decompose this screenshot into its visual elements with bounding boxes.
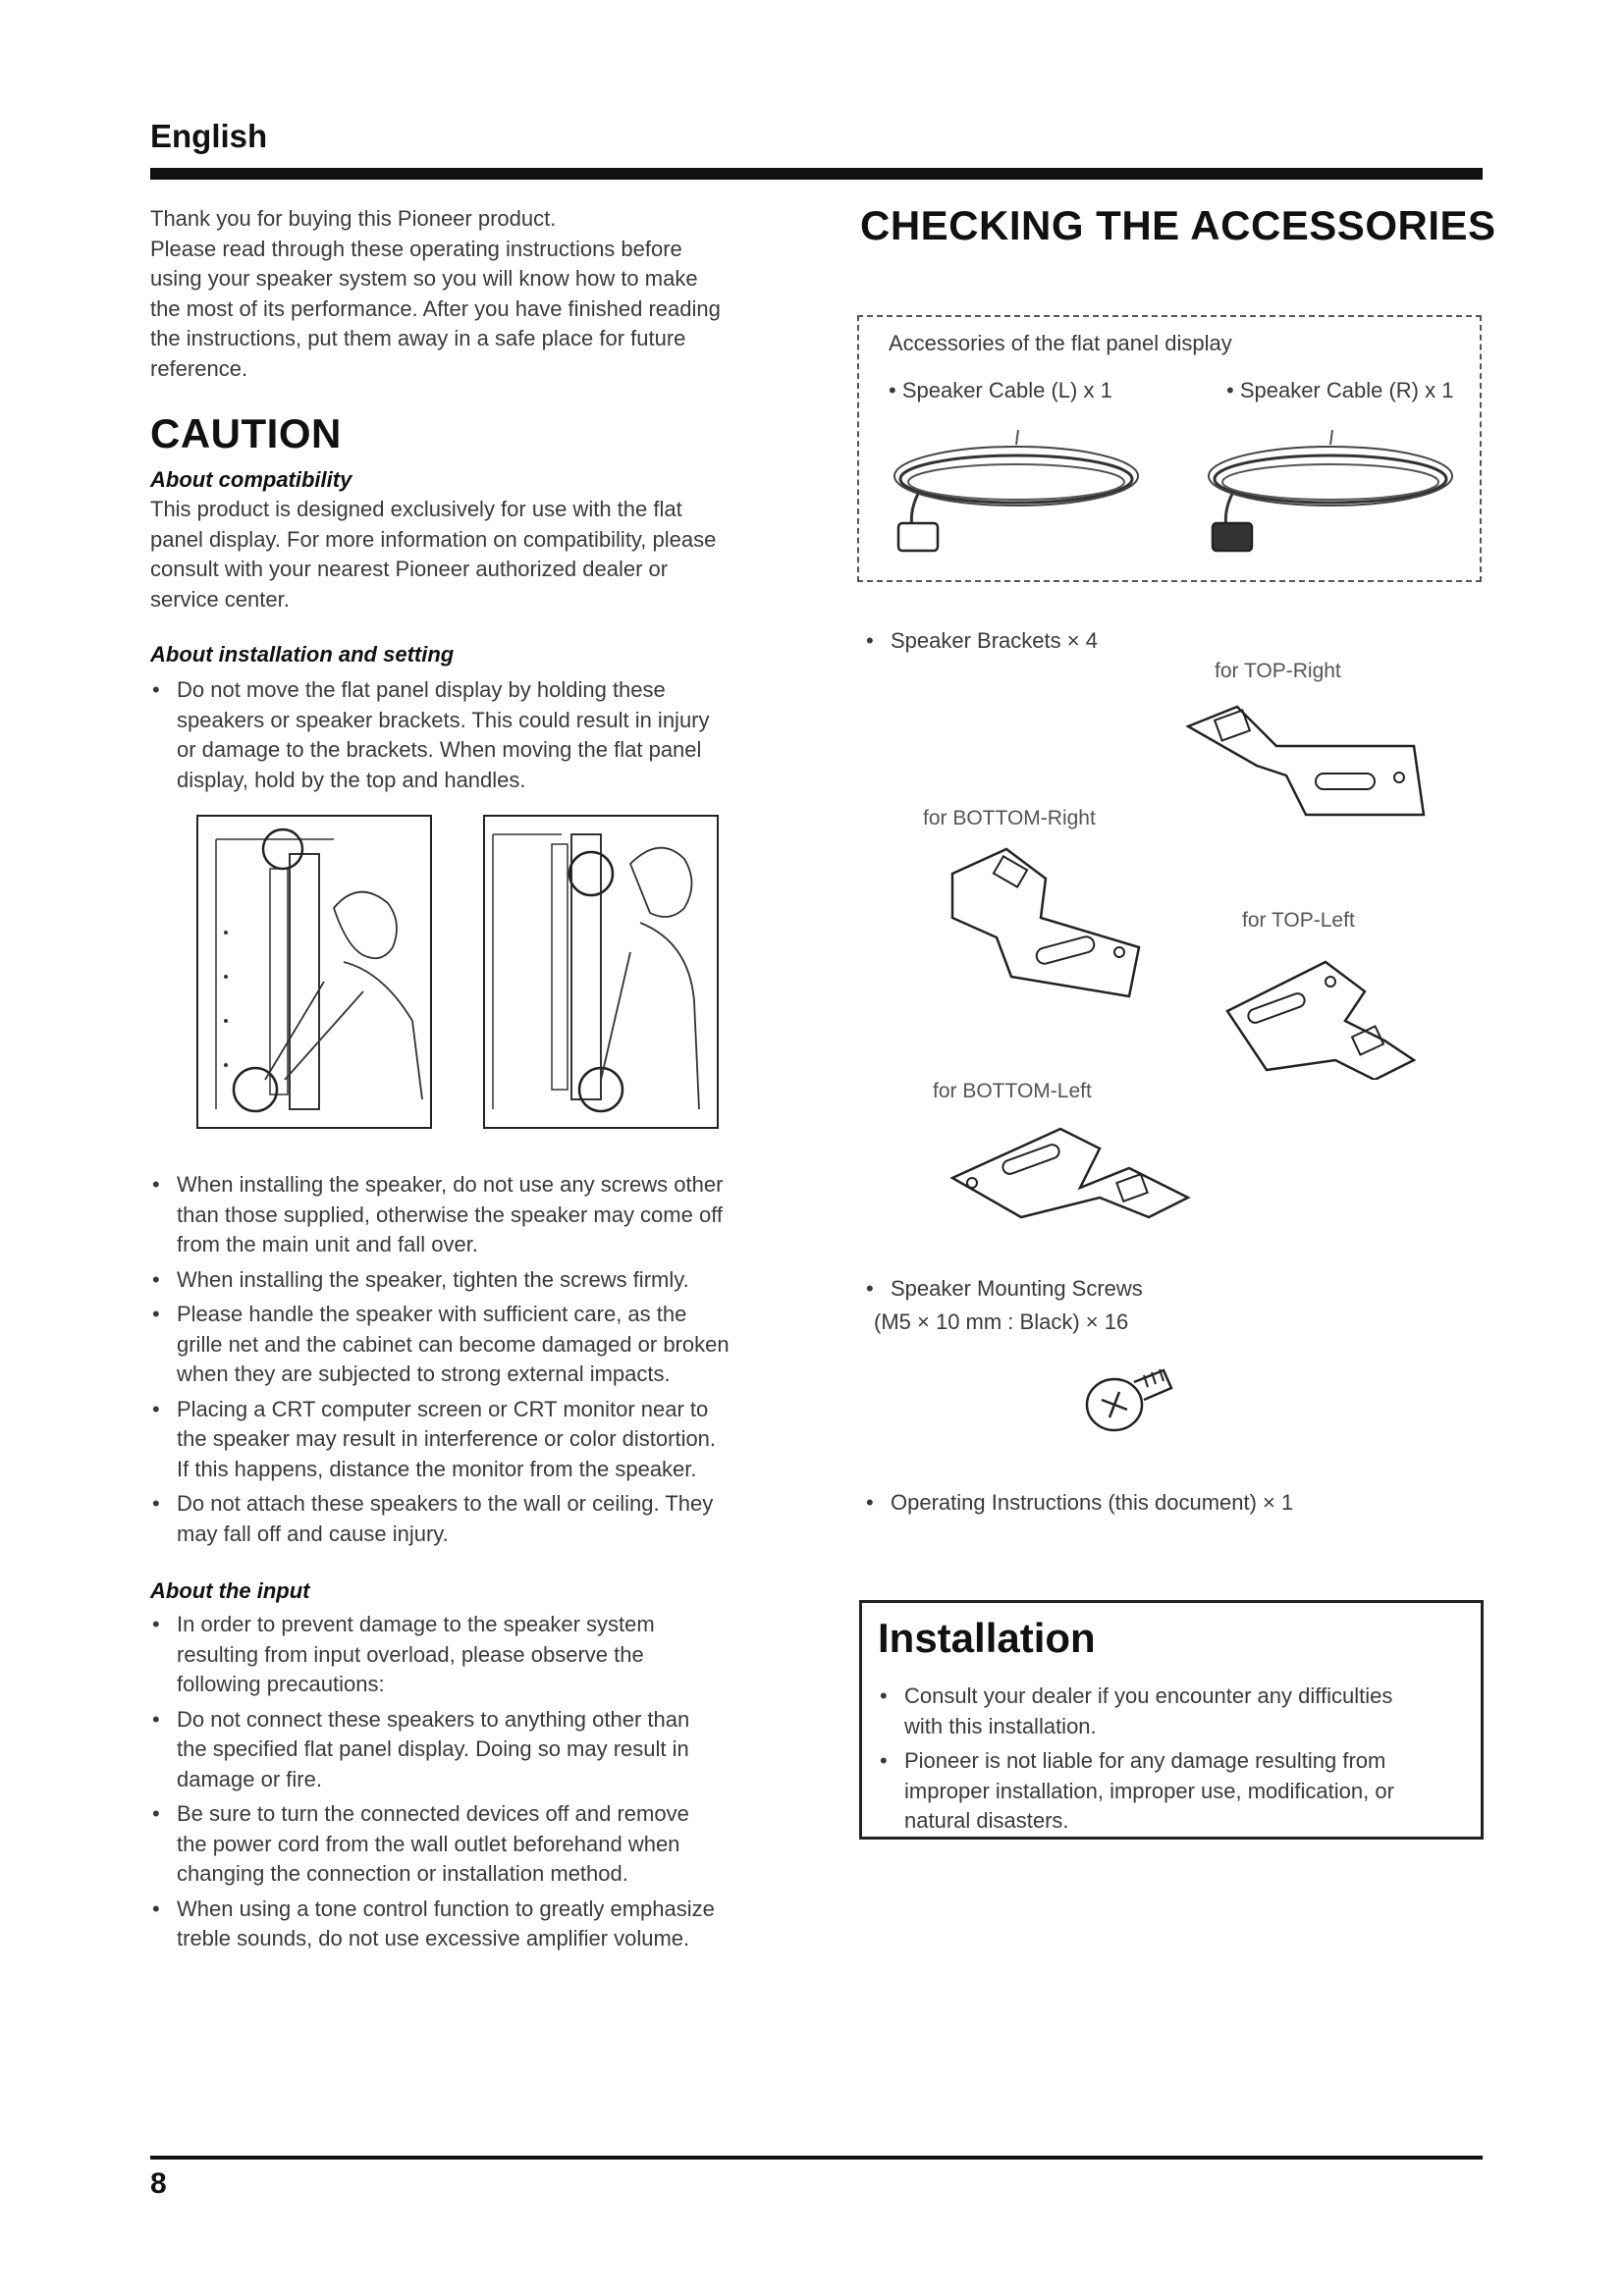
list-item: • Speaker Mounting Screws [864,1274,1355,1305]
speaker-cable-r-icon [1193,425,1468,572]
list-item: • When installing the speaker, tighten the screws firmly. [150,1265,798,1296]
list-item: • Placing a CRT computer screen or CRT monitor near to the speaker may result in interference or color distortion. If this happens, distance the monitor from the speaker. [150,1395,798,1485]
page-number: 8 [150,2167,167,2200]
list-item: • When using a tone control function to greatly emphasize treble sounds, do not use excessive amplifier volume. [150,1895,798,1954]
screw-icon [1080,1361,1178,1439]
accessories-box [857,315,1482,582]
language-heading: English [150,118,268,154]
caption-top-right: for TOP-Right [1215,660,1341,682]
list-item: • Consult your dealer if you encounter any difficulties with this installation. [878,1682,1457,1741]
cable-r-label: • Speaker Cable (R) x 1 [1226,378,1454,402]
list-item: • In order to prevent damage to the speaker system resulting from input overload, please observe the following precautions: [150,1610,798,1700]
caption-top-left: for TOP-Left [1242,909,1355,932]
list-item: • Be sure to turn the connected devices off and remove the power cord from the wall outlet beforehand when changing the connection or installation method. [150,1799,798,1890]
list-item: • When installing the speaker, do not use any screws other than those supplied, otherwise the speaker may come off from the main unit and fall over. [150,1170,798,1260]
screws-spec: (M5 × 10 mm : Black) × 16 [874,1309,1129,1334]
speaker-cable-l-icon [879,425,1154,572]
operating-item [864,1488,1453,1523]
intro-paragraph: Thank you for buying this Pioneer product. Please read through these operating instructions before using your speaker system so you will know how to make the most of its performance. After you have finished reading the instructions, put them away in a safe place for future reference. [150,206,721,381]
bracket-top-left-icon [1218,942,1424,1080]
install-heading: About installation and setting [150,642,455,667]
compat-paragraph: This product is designed exclusively for use with the flat panel display. For more information on compatibility, please consult with your nearest Pioneer authorized dealer or service center. [150,497,717,612]
caption-bottom-right: for BOTTOM-Right [923,807,1096,829]
input-heading: About the input [150,1578,310,1603]
top-rule [150,168,1483,180]
list-item: • Operating Instructions (this document) × 1 [864,1488,1453,1519]
install-bullets [150,1170,798,1554]
moving-display-illustration-2 [483,815,719,1129]
list-item: • Do not connect these speakers to anything other than the specified flat panel display. Doing so may result in damage or fire. [150,1705,798,1795]
accessories-box-title: Accessories of the flat panel display [889,331,1232,355]
bottom-rule [150,2156,1483,2160]
list-item: • Do not move the flat panel display by holding these speakers or speaker brackets. This could result in injury or damage to the brackets. When moving the flat panel display, hold by the top and handles. [150,675,788,795]
install-first-bullet [150,675,788,800]
moving-display-illustration-1 [196,815,432,1129]
accessories-title: CHECKING THE ACCESSORIES [860,202,1496,248]
bracket-top-right-icon [1178,697,1434,825]
bracket-bottom-left-icon [943,1119,1198,1237]
installation-box [859,1600,1484,1840]
list-item: • Pioneer is not liable for any damage resulting from improper installation, improper use, modification, or natural disasters. [878,1746,1457,1837]
list-item: • Please handle the speaker with sufficient care, as the grille net and the cabinet can become damaged or broken when they are subjected to strong external impacts. [150,1300,798,1390]
list-item: • Do not attach these speakers to the wall or ceiling. They may fall off and cause injury. [150,1489,798,1549]
caution-title: CAUTION [150,410,342,456]
installation-bullets [878,1682,1457,1842]
compat-heading: About compatibility [150,467,352,492]
bracket-bottom-right-icon [943,844,1159,1001]
list-item: • Speaker Brackets × 4 [864,626,1257,657]
cable-l-label: • Speaker Cable (L) x 1 [889,378,1112,402]
installation-title: Installation [878,1615,1096,1661]
screws-item [864,1274,1355,1309]
brackets-item [864,626,1257,662]
caption-bottom-left: for BOTTOM-Left [933,1080,1092,1102]
input-bullets [150,1610,798,1959]
